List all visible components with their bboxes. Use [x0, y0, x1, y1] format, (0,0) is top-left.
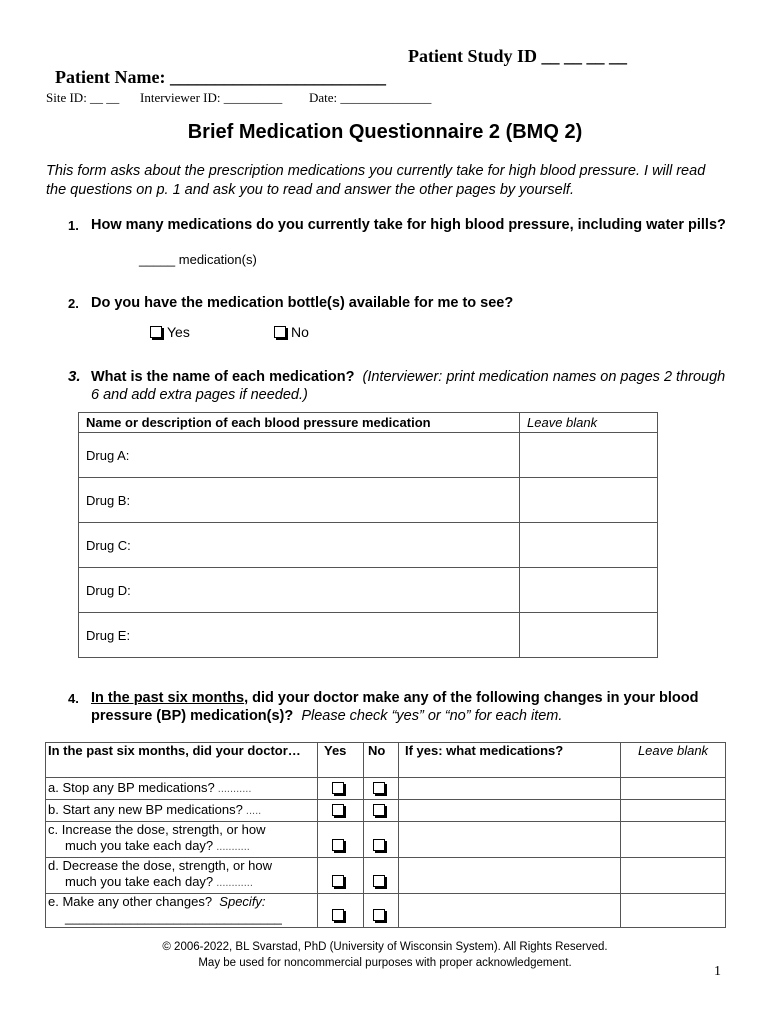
question-1	[68, 216, 728, 256]
question-text: Do you have the medication bottle(s) available for me to see?	[91, 295, 514, 311]
table-header: In the past six months, did your doctor…	[46, 743, 318, 778]
medications-cell[interactable]	[399, 858, 621, 894]
patient-study-id-field[interactable]: Patient Study ID __ __ __ __	[408, 46, 628, 66]
row-label-cont: much you take each day?	[65, 874, 214, 889]
drug-name-cell[interactable]: Drug D:	[79, 568, 520, 613]
no-checkbox-icon[interactable]	[373, 782, 385, 794]
medications-cell[interactable]	[399, 822, 621, 858]
blank-cell	[621, 858, 726, 894]
medications-cell[interactable]	[399, 800, 621, 822]
medications-cell[interactable]	[399, 894, 621, 928]
question-3	[68, 368, 728, 408]
medication-count-field[interactable]: _____ medication(s)	[139, 252, 257, 267]
site-id-field[interactable]: Site ID: __ __	[46, 90, 120, 105]
date-field[interactable]: Date: ______________	[309, 90, 432, 105]
leader-dots: ............	[213, 877, 253, 889]
blank-cell	[520, 613, 658, 658]
question-number: 1.	[68, 218, 79, 233]
blank-cell	[621, 894, 726, 928]
leader-dots: ...........	[213, 841, 250, 853]
blank-cell	[520, 523, 658, 568]
no-checkbox-icon[interactable]	[373, 909, 385, 921]
no-checkbox-icon[interactable]	[373, 839, 385, 851]
form-title: Brief Medication Questionnaire 2 (BMQ 2)	[187, 121, 583, 143]
table-header: Yes	[318, 743, 364, 778]
question-number: 4.	[68, 691, 79, 706]
no-checkbox-icon[interactable]	[373, 804, 385, 816]
usage-line: May be used for noncommercial purposes with proper acknowledgement.	[198, 957, 572, 969]
table-row	[46, 858, 726, 894]
yes-checkbox-icon[interactable]	[332, 804, 344, 816]
checkbox-icon[interactable]	[150, 326, 162, 338]
blank-cell	[621, 822, 726, 858]
question-number: 2.	[68, 296, 79, 311]
row-label: d. Decrease the dose, strength, or how	[48, 858, 273, 873]
row-label: b. Start any new BP medications?	[48, 802, 243, 817]
leader-dots: ...........	[214, 783, 252, 795]
medication-names-table	[78, 412, 658, 658]
blank-cell	[621, 778, 726, 800]
copyright-footer	[0, 939, 770, 971]
row-label: c. Increase the dose, strength, or how	[48, 822, 266, 837]
table-header: Name or description of each blood pressure medication	[79, 413, 520, 433]
row-label-cont: much you take each day?	[65, 838, 214, 853]
drug-name-cell[interactable]: Drug A:	[79, 433, 520, 478]
table-row	[46, 800, 726, 822]
patient-name-field[interactable]: Patient Name: ________________________	[55, 67, 386, 87]
table-row	[46, 778, 726, 800]
yes-checkbox-icon[interactable]	[332, 875, 344, 887]
checkbox-icon[interactable]	[274, 326, 286, 338]
row-label: a. Stop any BP medications?	[48, 780, 215, 795]
row-label: e. Make any other changes?	[48, 894, 213, 909]
no-option[interactable]	[274, 324, 309, 340]
question-emphasis: In the past six months	[91, 690, 245, 706]
table-header: If yes: what medications?	[399, 743, 621, 778]
interviewer-note: (Interviewer: print medication names on pages 2 through 6 and add extra pages if needed.)	[91, 369, 726, 403]
no-label: No	[291, 324, 309, 340]
specify-field[interactable]: ______________________________	[65, 910, 282, 925]
medication-changes-table	[45, 742, 726, 928]
medications-cell[interactable]	[399, 778, 621, 800]
drug-name-cell[interactable]: Drug C:	[79, 523, 520, 568]
interviewer-id-field[interactable]: Interviewer ID: _________	[140, 90, 283, 105]
form-intro: This form asks about the prescription medications you currently take for high blood pressure. I will read the questions on p. 1 and ask you to read and answer the other pages by yourself.	[46, 163, 706, 198]
table-header: No	[364, 743, 399, 778]
copyright-line: © 2006-2022, BL Svarstad, PhD (University of Wisconsin System). All Rights Reserved.	[162, 941, 608, 953]
table-header: Leave blank	[520, 413, 658, 433]
table-row	[46, 894, 726, 928]
drug-name-cell[interactable]: Drug B:	[79, 478, 520, 523]
yes-checkbox-icon[interactable]	[332, 782, 344, 794]
yes-checkbox-icon[interactable]	[332, 839, 344, 851]
yes-checkbox-icon[interactable]	[332, 909, 344, 921]
yes-option[interactable]	[150, 324, 190, 340]
question-2	[68, 294, 728, 314]
blank-cell	[520, 433, 658, 478]
question-text: , did your doctor make any of the following changes in your blood pressure (BP) medication(s)?	[91, 690, 699, 724]
blank-cell	[520, 478, 658, 523]
question-text: What is the name of each medication?	[91, 369, 355, 385]
leader-dots: .....	[242, 805, 262, 817]
drug-name-cell[interactable]: Drug E:	[79, 613, 520, 658]
question-text: How many medications do you currently take for high blood pressure, including water pills?	[91, 217, 726, 233]
no-checkbox-icon[interactable]	[373, 875, 385, 887]
page-number: 1	[714, 964, 721, 979]
question-4	[68, 689, 758, 729]
table-header: Leave blank	[621, 743, 726, 778]
blank-cell	[621, 800, 726, 822]
blank-cell	[520, 568, 658, 613]
specify-label: Specify:	[219, 894, 266, 909]
table-row	[46, 822, 726, 858]
question-note: Please check “yes” or “no” for each item.	[301, 708, 563, 724]
yes-label: Yes	[167, 324, 190, 340]
question-number: 3.	[68, 368, 81, 385]
